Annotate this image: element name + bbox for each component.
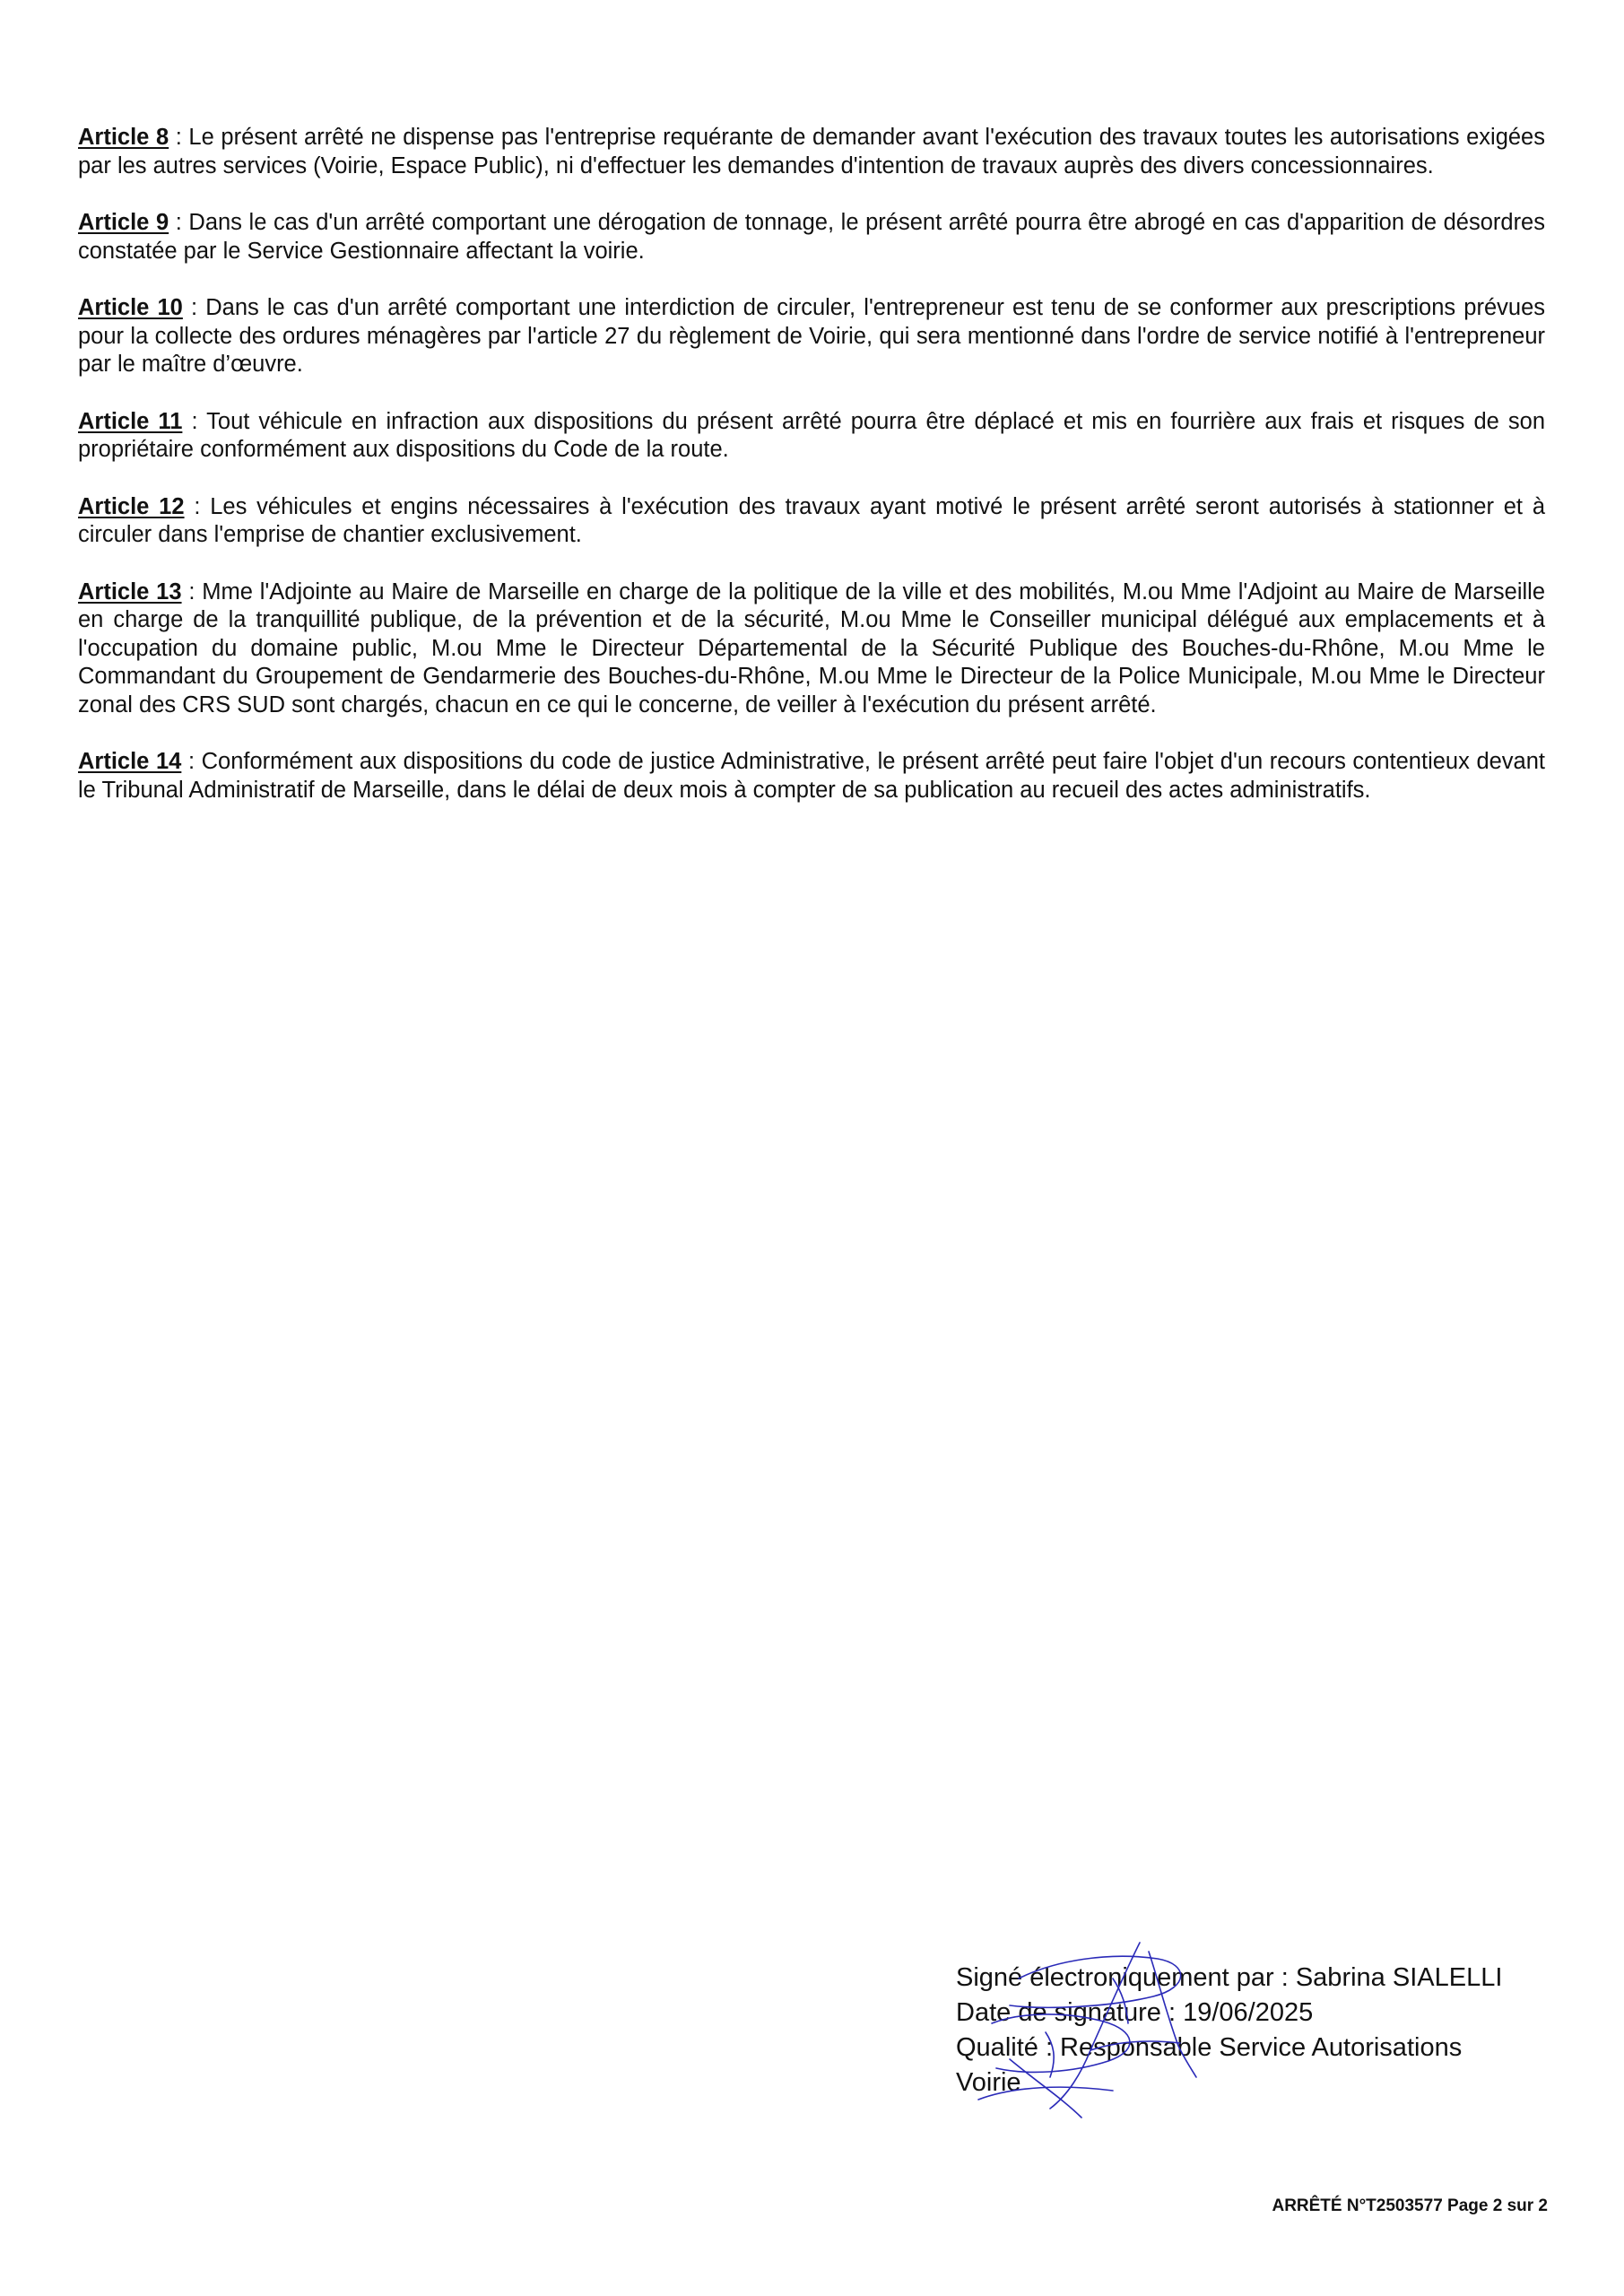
article-13 (78, 578, 1545, 720)
article-title: Article 13 (78, 578, 182, 604)
signature-date-line: Date de signature : 19/06/2025 (956, 1998, 1314, 2027)
signer-quality-line: Qualité : Responsable Service Autorisations (956, 2033, 1463, 2062)
signed-by-line: Signé électroniquement par : Sabrina SIALELLI (956, 1963, 1503, 1992)
article-text: : Mme l'Adjointe au Maire de Marseille en charge de la politique de la ville et des mobilités, M.ou Mme l'Adjoint au Maire de Marseille en charge de la tranquillité publique, de la prévention et de la sécurité, M.ou Mme le Conseiller municipal délégué aux emplacements et à l'occupation du domaine public, M.ou Mme le Directeur Départemental de la Sécurité Publique des Bouches-du-Rhône, M.ou Mme le Commandant du Groupement de Gendarmerie des Bouches-du-Rhône, M.ou Mme le Directeur de la Police Municipale, M.ou Mme le Directeur zonal des CRS SUD sont chargés, chacun en ce qui le concerne, de veiller à l'exécution du présent arrêté. (78, 578, 1545, 718)
signature-block (956, 1961, 1548, 2113)
article-text: : Dans le cas d'un arrêté comportant une interdiction de circuler, l'entrepreneur est tenu de se conformer aux prescriptions prévues pour la collecte des ordures ménagères par l'article 27 du règlement de Voirie, qui sera mentionné dans l'ordre de service notifié à l'entrepreneur par le maître d’œuvre. (78, 295, 1546, 377)
article-10 (78, 294, 1545, 379)
article-text: : Conformément aux dispositions du code de justice Administrative, le présent arrêté peut faire l'objet d'un recours contentieux devant le Tribunal Administratif de Marseille, dans le délai de deux mois à compter de sa publication au recueil des actes administratifs. (78, 749, 1546, 803)
article-text: : Dans le cas d'un arrêté comportant une dérogation de tonnage, le présent arrêté pourra être abrogé en cas d'apparition de désordres constatée par le Service Gestionnaire affectant la voirie. (78, 210, 1545, 264)
article-8 (78, 124, 1545, 180)
article-title: Article 9 (78, 210, 169, 235)
article-title: Article 10 (78, 295, 183, 320)
articles-section (78, 124, 1545, 833)
article-11 (78, 408, 1545, 465)
signature-text (956, 1961, 1502, 2100)
article-12 (78, 493, 1545, 550)
article-title: Article 14 (78, 749, 182, 774)
article-text: : Le présent arrêté ne dispense pas l'entreprise requérante de demander avant l'exécution des travaux toutes les autorisations exigées par les autres services (Voirie, Espace Public), ni d'effectuer les demandes d'intention de travaux auprès des divers concessionnaires. (78, 125, 1545, 178)
article-14 (78, 748, 1545, 804)
article-title: Article 8 (78, 125, 169, 150)
article-text: : Les véhicules et engins nécessaires à l'exécution des travaux ayant motivé le présent arrêté seront autorisés à stationner et à circuler dans l'emprise de chantier exclusivement. (78, 493, 1546, 547)
article-text: : Tout véhicule en infraction aux dispositions du présent arrêté pourra être déplacé et mis en fourrière aux frais et risques de son propriétaire conformément aux dispositions du Code de la route. (78, 408, 1545, 462)
article-title: Article 11 (78, 408, 183, 434)
article-9 (78, 209, 1545, 265)
signer-quality-continued: Voirie (956, 2068, 1021, 2097)
article-title: Article 12 (78, 493, 185, 519)
page-reference: ARRÊTÉ N°T2503577 Page 2 sur 2 (1272, 2196, 1548, 2215)
